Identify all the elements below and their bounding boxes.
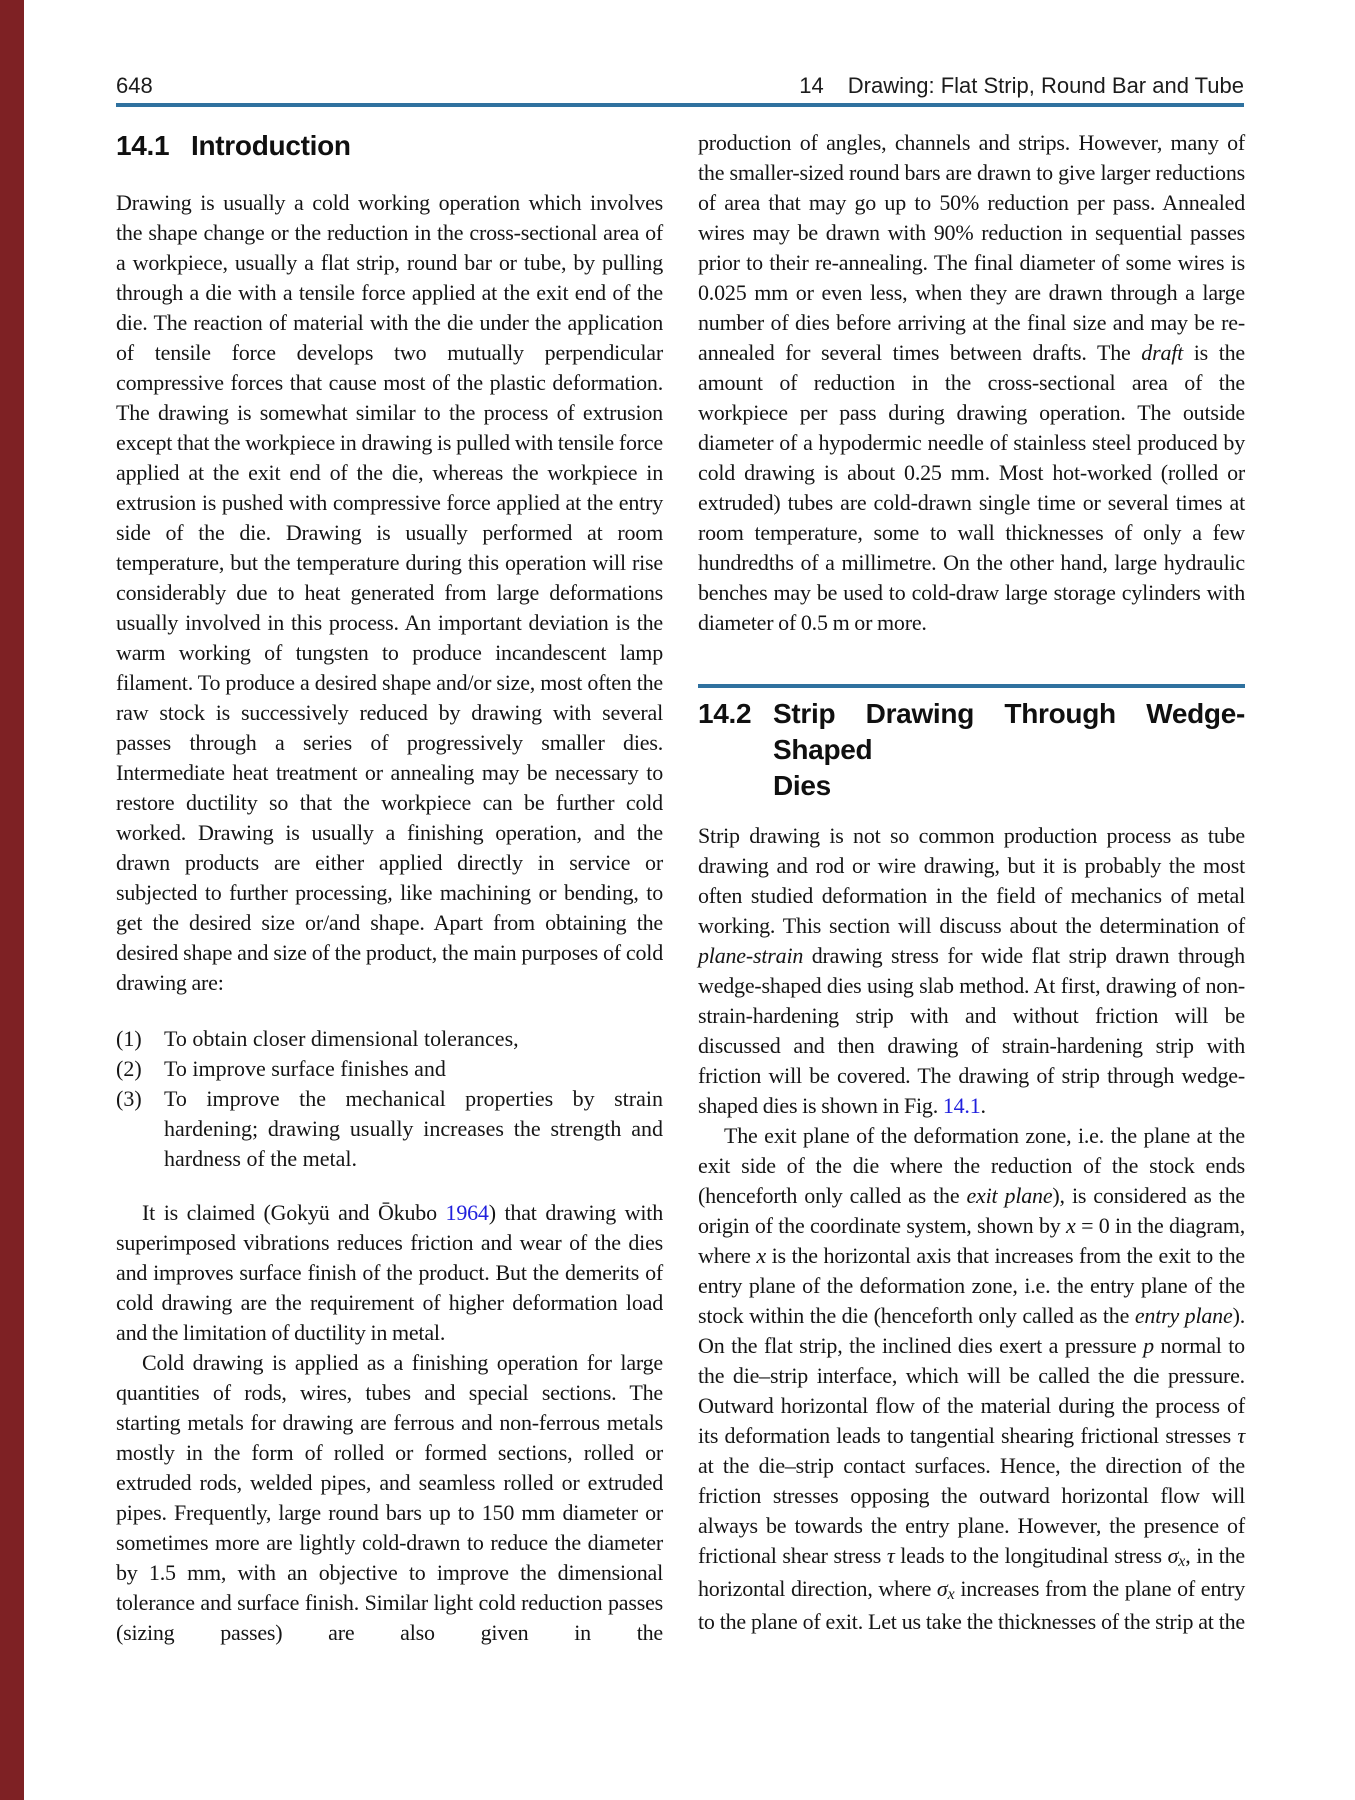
- text-run: = 0 in the diagram, where: [698, 1213, 1245, 1268]
- paragraph-continuation: [698, 128, 1245, 668]
- chapter-number: 14: [799, 73, 824, 98]
- text-run: Cold drawing is applied as a finishing operation for large quantities of rods, wires, tubes and special sections. The starting metals for drawing are ferrous and non-ferrous metals mostly in the form of rolled or formed sections, rolled or extruded rods, welded pipes, and seamless rolled or extruded pipes. Frequently, large round bars up to 150 mm diameter or sometimes more are lightly cold-drawn to reduce the diameter by 1.5 mm, with an objective to improve the dimensional tolerance and surface finish. Similar light cold reduction passes (sizing passes) are also given in the: [116, 1350, 663, 1645]
- paragraph-intro: [116, 188, 663, 998]
- text-run: production of angles, channels and strips. However, many of the smaller-sized round bars are drawn to give larger reductions of area that may go up to 50% reduction per pass. Annealed wires may be drawn with 90% reduction in sequential passes prior to their re-annealing. The final diameter of some wires is 0.025 mm or even less, when they are drawn through a large number of dies before arriving at the final size and may be re-annealed for several times between drafts. The: [698, 130, 1245, 365]
- text-run: drawing stress for wide flat strip drawn through wedge-shaped dies using slab method. At first, drawing of non-strain-hardening strip with and without friction will be discussed and then drawing of strain-hardening strip with friction will be covered. The drawing of strip through wedge-shaped dies is shown in Fig.: [698, 943, 1245, 1118]
- list-item: [116, 1024, 663, 1054]
- text-run: ), is considered as the origin of the coordinate system, shown by: [698, 1183, 1245, 1238]
- section-number: 14.1: [116, 130, 170, 161]
- chapter-title: Drawing: Flat Strip, Round Bar and Tube: [847, 73, 1244, 98]
- paragraph-claimed: [116, 1198, 663, 1348]
- list-marker: (3): [116, 1086, 142, 1111]
- list-item-text: To obtain closer dimensional tolerances,: [164, 1026, 519, 1051]
- text-run: normal to the die–strip interface, which will be called the die pressure. Outward horizontal flow of the material during the process of its deformation leads to tangential shearing frictional stresses: [698, 1333, 1245, 1448]
- text-run: ). On the flat strip, the inclined dies exert a pressure: [698, 1303, 1245, 1358]
- text-run: x: [947, 1586, 955, 1604]
- text-run: , in the horizontal direction, where: [698, 1543, 1246, 1601]
- italic-text: draft: [1141, 340, 1184, 365]
- running-header: [116, 74, 1244, 98]
- text-run: x: [1178, 1553, 1186, 1571]
- section-heading-14-1: [116, 128, 663, 164]
- italic-text: exit plane: [966, 1183, 1053, 1208]
- italic-text: p: [1143, 1333, 1154, 1358]
- numbered-list: [116, 1024, 663, 1174]
- italic-text: x: [756, 1243, 766, 1268]
- list-marker: (2): [116, 1056, 142, 1081]
- paragraph-exit-plane: [698, 1121, 1245, 1637]
- list-item-text: To improve surface finishes and: [164, 1056, 446, 1081]
- right-column: [698, 128, 1245, 1637]
- italic-text: σ: [1167, 1543, 1179, 1568]
- text-run: Drawing is usually a cold working operation which involves the shape change or the reduction in the cross-sectional area of a workpiece, usually a flat strip, round bar or tube, by pulling through a die with a tensile force applied at the exit end of the die. The reaction of material with the die under the application of tensile force develops two mutually perpendicular compressive forces that cause most of the plastic deformation. The drawing is somewhat similar to the process of extrusion except that the workpiece in drawing is pulled with tensile force applied at the exit end of the die, whereas the workpiece in extrusion is pushed with compressive force applied at the entry side of the die. Drawing is usually performed at room temperature, but the temperature during this operation will rise considerably due to heat generated from large deformations usually involved in this process. An important deviation is the warm working of tungsten to produce incandescent lamp filament. To produce a desired shape and/or size, most often the raw stock is successively reduced by drawing with several passes through a series of progressively smaller dies. Intermediate heat treatment or annealing may be necessary to restore ductility so that the workpiece can be further cold worked. Drawing is usually a finishing operation, and the drawn products are either applied directly in service or subjected to further processing, like machining or bending, to get the desired size or/and shape. Apart from obtaining the desired shape and size of the product, the main purposes of cold drawing are:: [116, 190, 663, 995]
- text-run: Strip drawing is not so common production process as tube drawing and rod or wire drawing, but it is probably the most often studied deformation in the field of mechanics of metal working. This section will discuss about the determination of: [698, 823, 1245, 938]
- text-run: is the amount of reduction in the cross-sectional area of the workpiece per pass during drawing operation. The outside diameter of a hypodermic needle of stainless steel produced by cold drawing is about 0.25 mm. Most hot-worked (rolled or extruded) tubes are cold-drawn single time or several times at room temperature, some to wall thicknesses of only a few hundredths of a millimetre. On the other hand, large hydraulic benches may be used to cold-draw large storage cylinders with diameter of 0.5 m or more.: [698, 340, 1245, 635]
- list-item-text: To improve the mechanical properties by strain hardening; drawing usually increases the strength and hardness of the metal.: [164, 1086, 663, 1171]
- text-run: ) that drawing with superimposed vibrations reduces friction and wear of the dies and improves surface finish of the product. But the demerits of cold drawing are the requirement of higher deformation load and the limitation of ductility in metal.: [116, 1200, 663, 1345]
- page-edge-bar: [0, 0, 24, 1800]
- text-run: is the horizontal axis that increases from the exit to the entry plane of the deformation zone, i.e. the entry plane of the stock within the die (henceforth only called as the: [698, 1243, 1245, 1328]
- list-marker: (1): [116, 1026, 142, 1051]
- list-item: [116, 1054, 663, 1084]
- header-rule: [116, 103, 1244, 107]
- text-run: increases from the plane of entry to the plane of exit. Let us take the thicknesses of the strip at the: [698, 1576, 1246, 1634]
- text-run: at the die–strip contact surfaces. Hence, the direction of the friction stresses opposing the outward horizontal flow will always be towards the entry plane. However, the presence of frictional shear stress: [698, 1453, 1245, 1568]
- section-title: Introduction: [191, 130, 351, 161]
- italic-text: entry plane: [1134, 1303, 1233, 1328]
- text-run: leads to the longitudinal stress: [894, 1543, 1168, 1568]
- italic-text: plane-strain: [698, 943, 804, 968]
- italic-text: τ: [886, 1543, 895, 1568]
- italic-text: τ: [1237, 1423, 1245, 1448]
- page-number: 648: [116, 73, 153, 98]
- italic-text: σ: [936, 1576, 948, 1601]
- running-head: [799, 74, 1244, 98]
- section-title: Strip Drawing Through Wedge-Shaped Dies: [773, 698, 1245, 801]
- paragraph-cold-drawing: [116, 1348, 663, 1648]
- text-run: .: [980, 1093, 986, 1118]
- section-number: 14.2: [698, 698, 752, 729]
- list-item: [116, 1084, 663, 1174]
- cross-reference-link[interactable]: 14.1: [942, 1093, 981, 1118]
- paragraph-strip-drawing: [698, 821, 1245, 1121]
- left-column: [116, 128, 663, 1648]
- italic-text: x: [1066, 1213, 1076, 1238]
- section-divider-rule: [698, 684, 1245, 688]
- text-run: The exit plane of the deformation zone, i.e. the plane at the exit side of the die where the reduction of the stock ends (henceforth only called as the: [698, 1123, 1245, 1208]
- section-heading-14-2: [698, 696, 1245, 804]
- text-run: It is claimed (Gokyü and Ōkubo: [142, 1200, 446, 1225]
- cross-reference-link[interactable]: 1964: [445, 1200, 489, 1225]
